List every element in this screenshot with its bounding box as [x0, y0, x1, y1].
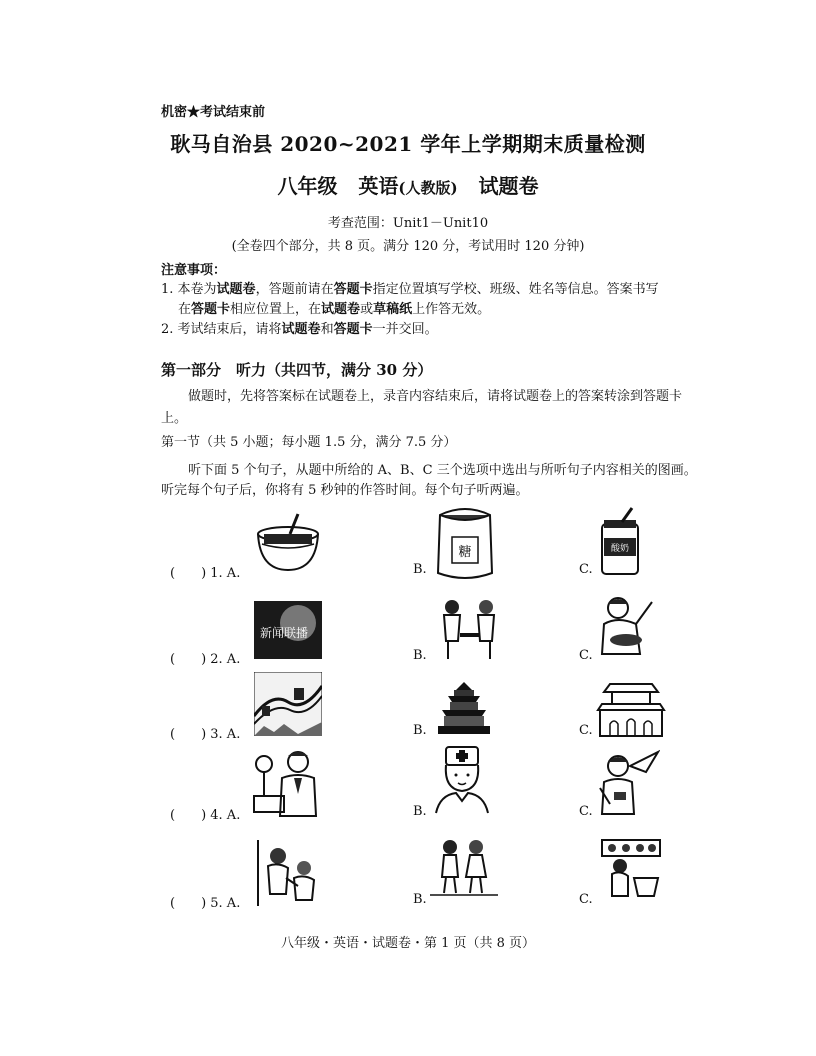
question-4-label: ( ) 4. A. — [170, 808, 241, 823]
exam-info: (全卷四个部分，共 8 页。满分 120 分，考试用时 120 分钟) — [231, 239, 585, 254]
part1-intro-cont: 上。 — [161, 411, 188, 426]
question-5-option-b: B. — [413, 892, 427, 907]
subtitle-edition: (人教版) — [398, 179, 458, 197]
question-3-option-c: C. — [579, 723, 593, 738]
question-2-label: ( ) 2. A. — [170, 652, 241, 667]
question-1-label: ( ) 1. A. — [170, 566, 241, 581]
notice-heading: 注意事项： — [161, 263, 227, 278]
q2-a-news-text: 新闻联播 — [259, 626, 309, 640]
exam-scope: 考查范围：Unit1－Unit10 — [327, 216, 489, 231]
q5-c-shopping-picture — [598, 838, 664, 904]
question-2-option-b: B. — [413, 648, 427, 663]
q1-b-sugar-bag-picture — [432, 503, 498, 587]
q4-b-doctor-picture — [432, 745, 492, 819]
question-1-option-c: C. — [579, 562, 593, 577]
q1-c-yogurt-jar-picture — [596, 506, 644, 582]
q3-a-great-wall-picture — [254, 672, 322, 740]
question-5-label: ( ) 5. A. — [170, 896, 241, 911]
section1-heading: 第一节（共 5 小题；每小题 1.5 分，满分 7.5 分） — [161, 435, 457, 450]
q2-b-couple-picture — [434, 597, 506, 665]
subtitle-grade: 八年级 — [277, 174, 338, 198]
subtitle-type: 试题卷 — [478, 174, 539, 198]
q3-c-tiananmen-picture — [596, 676, 666, 742]
q5-a-people-picture — [250, 838, 322, 912]
exam-title: 耿马自治县 2020~2021 学年上学期期末质量检测 — [170, 132, 646, 156]
question-1-option-b: B. — [413, 562, 427, 577]
subtitle-subject: 英语 — [358, 174, 399, 198]
part1-intro: 做题时，先将答案标在试题卷上，录音内容结束后，请将试题卷上的答案转涂到答题卡 — [188, 389, 683, 404]
q1-c-yogurt-text: 酸奶 — [610, 544, 630, 554]
question-5-option-c: C. — [579, 892, 593, 907]
confidential-label: 机密★考试结束前 — [161, 105, 266, 120]
notice-item-1: 1. 本卷为试题卷，答题前请在答题卡指定位置填写学校、班级、姓名等信息。答案书写 — [161, 282, 659, 297]
page-footer: 八年级・英语・试题卷・第 1 页（共 8 页） — [280, 936, 536, 951]
q4-a-scientist-picture — [250, 748, 322, 822]
question-4-option-c: C. — [579, 804, 593, 819]
q1-a-picture — [254, 512, 322, 578]
q4-c-astronaut-picture — [596, 748, 660, 820]
notice-item-2: 2. 考试结束后，请将试题卷和答题卡一并交回。 — [161, 322, 438, 337]
exam-subtitle — [0, 170, 816, 199]
q2-c-cooking-man-picture — [596, 594, 660, 666]
question-3-option-b: B. — [413, 723, 427, 738]
notice-item-1-cont: 在答题卡相应位置上，在试题卷或草稿纸上作答无效。 — [178, 302, 491, 317]
section1-directions: 听下面 5 个句子，从题中所给的 A、B、C 三个选项中选出与所听句子内容相关的图画。 — [188, 463, 697, 478]
question-2-option-c: C. — [579, 648, 593, 663]
q5-b-children-picture — [430, 835, 498, 903]
q1-b-sugar-text: 糖 — [458, 545, 472, 560]
question-4-option-b: B. — [413, 804, 427, 819]
section1-directions-cont: 听完每个句子后，你将有 5 秒钟的作答时间。每个句子听两遍。 — [161, 483, 529, 498]
part1-heading: 第一部分 听力（共四节，满分 30 分） — [161, 361, 433, 379]
q3-b-temple-of-heaven-picture — [436, 680, 492, 740]
question-3-label: ( ) 3. A. — [170, 727, 241, 742]
q2-a-news-picture — [254, 601, 322, 663]
